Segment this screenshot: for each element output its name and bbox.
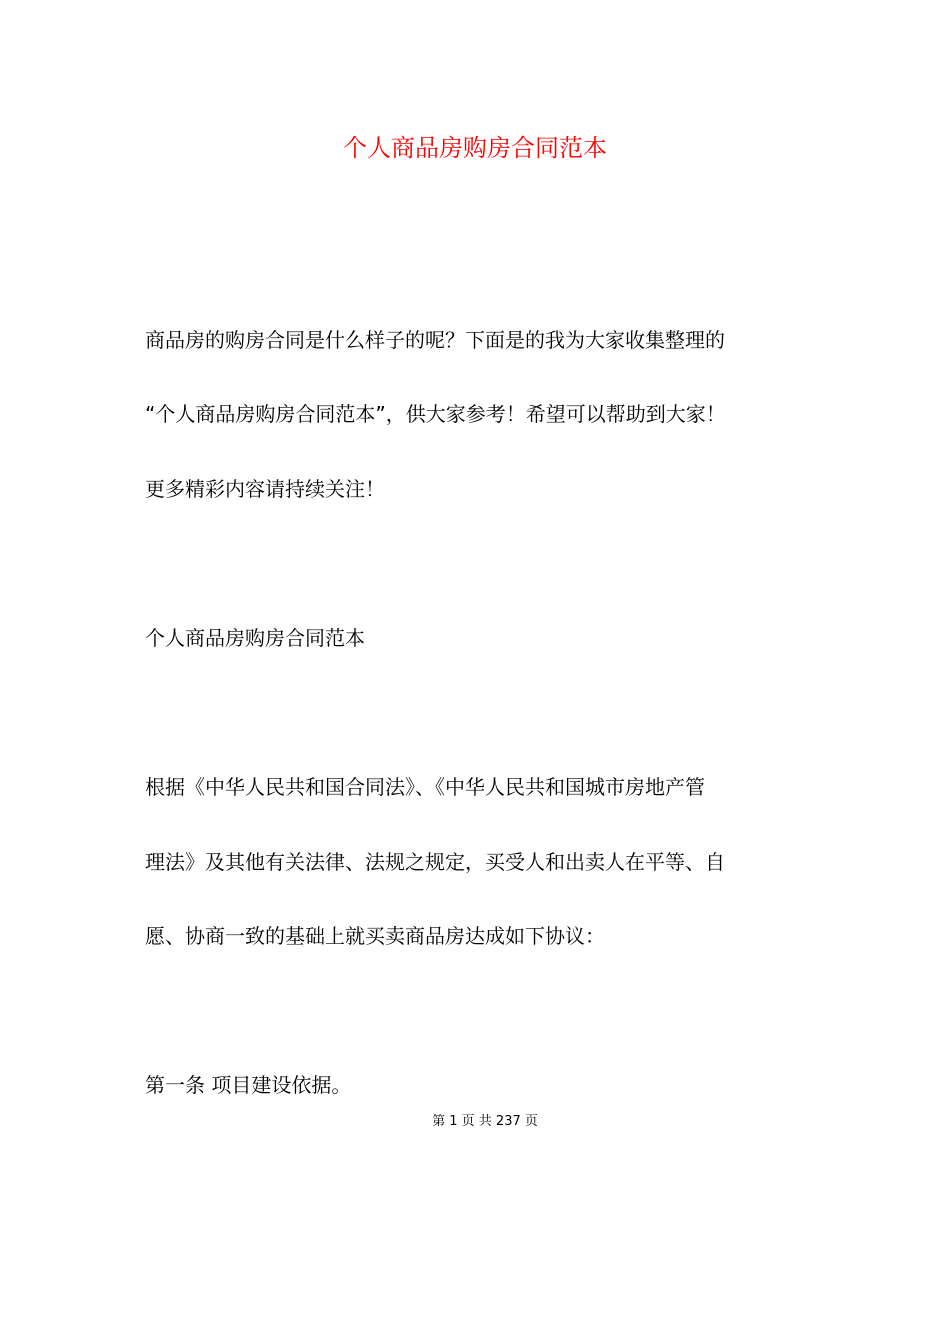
document-title: 个人商品房购房合同范本	[343, 134, 607, 162]
intro-line-1: 商品房的购房合同是什么样子的呢？下面是的我为大家收集整理的	[145, 328, 725, 352]
body-line-3: 愿、协商一致的基础上就买卖商品房达成如下协议：	[145, 924, 605, 948]
intro-line-3: 更多精彩内容请持续关注！	[145, 477, 385, 501]
intro-line-2: “个人商品房购房合同范本”，供大家参考！希望可以帮助到大家！	[145, 402, 726, 426]
body-line-1: 根据《中华人民共和国合同法》、《中华人民共和国城市房地产管	[145, 775, 705, 799]
section-subtitle: 个人商品房购房合同范本	[145, 626, 365, 650]
article-heading: 第一条 项目建设依据。	[145, 1073, 352, 1097]
body-line-2: 理法》及其他有关法律、法规之规定，买受人和出卖人在平等、自	[145, 850, 725, 874]
page-footer: 第 1 页 共 237 页	[432, 1114, 538, 1129]
